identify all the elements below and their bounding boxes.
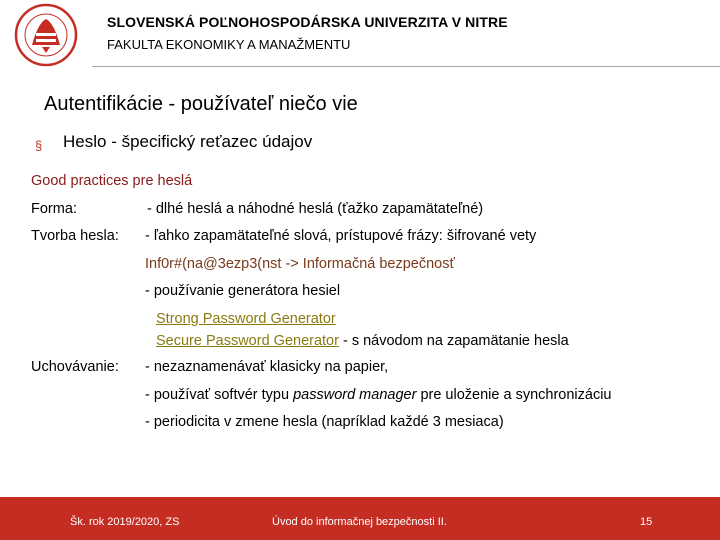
uchovavanie-item-1: - nezaznamenávať klasicky na papier, [145,359,389,375]
bullet-term: Heslo [63,132,107,151]
password-example: Inf0r#(na@3ezp3(nst -> Informačná bezpečnosť [145,256,455,272]
forma-text: - dlhé heslá a náhodné heslá (ťažko zapamätateľné) [147,201,484,217]
bullet-marker-icon: § [35,138,43,153]
faculty-name: FAKULTA EKONOMIKY A MANAŽMENTU [107,37,351,52]
slide-title: Autentifikácie - používateľ niečo vie [44,93,358,115]
uchovavanie-label: Uchovávanie: [31,359,119,375]
generator-text: - používanie generátora hesiel [145,283,341,299]
secure-generator-line [156,332,569,350]
header-divider [92,66,720,67]
uch2-suffix: pre uloženie a synchronizáciu [416,387,612,403]
footer-course-title: Úvod do informačnej bezpečnosti II. [272,516,447,528]
bullet-heslo [63,132,312,152]
footer-page-number: 15 [640,516,653,528]
tvorba-text: - ľahko zapamätateľné slová, prístupové frázy: šifrované vety [145,228,537,244]
section-heading: Good practices pre heslá [31,173,193,189]
secure-password-generator-link[interactable]: Secure Password Generator [156,333,339,349]
tvorba-label: Tvorba hesla: [31,228,119,244]
forma-label: Forma: [31,201,77,217]
university-logo-icon [14,3,78,67]
bullet-definition: - špecifický reťazec údajov [106,132,313,151]
uch2-italic: password manager [293,387,417,403]
secure-generator-suffix: - s návodom na zapamätanie hesla [338,333,569,349]
slide-header [0,0,720,70]
slide-footer [0,497,720,540]
strong-password-generator-link[interactable]: Strong Password Generator [156,311,336,327]
uch2-prefix: - používať softvér typu [145,387,294,403]
uchovavanie-item-3: - periodicita v zmene hesla (napríklad každé 3 mesiaca) [145,414,504,430]
uchovavanie-item-2 [145,386,611,404]
footer-school-year: Šk. rok 2019/2020, ZS [70,516,180,528]
university-name: SLOVENSKÁ POĽNOHOSPODÁRSKA UNIVERZITA V NITRE [107,14,508,30]
